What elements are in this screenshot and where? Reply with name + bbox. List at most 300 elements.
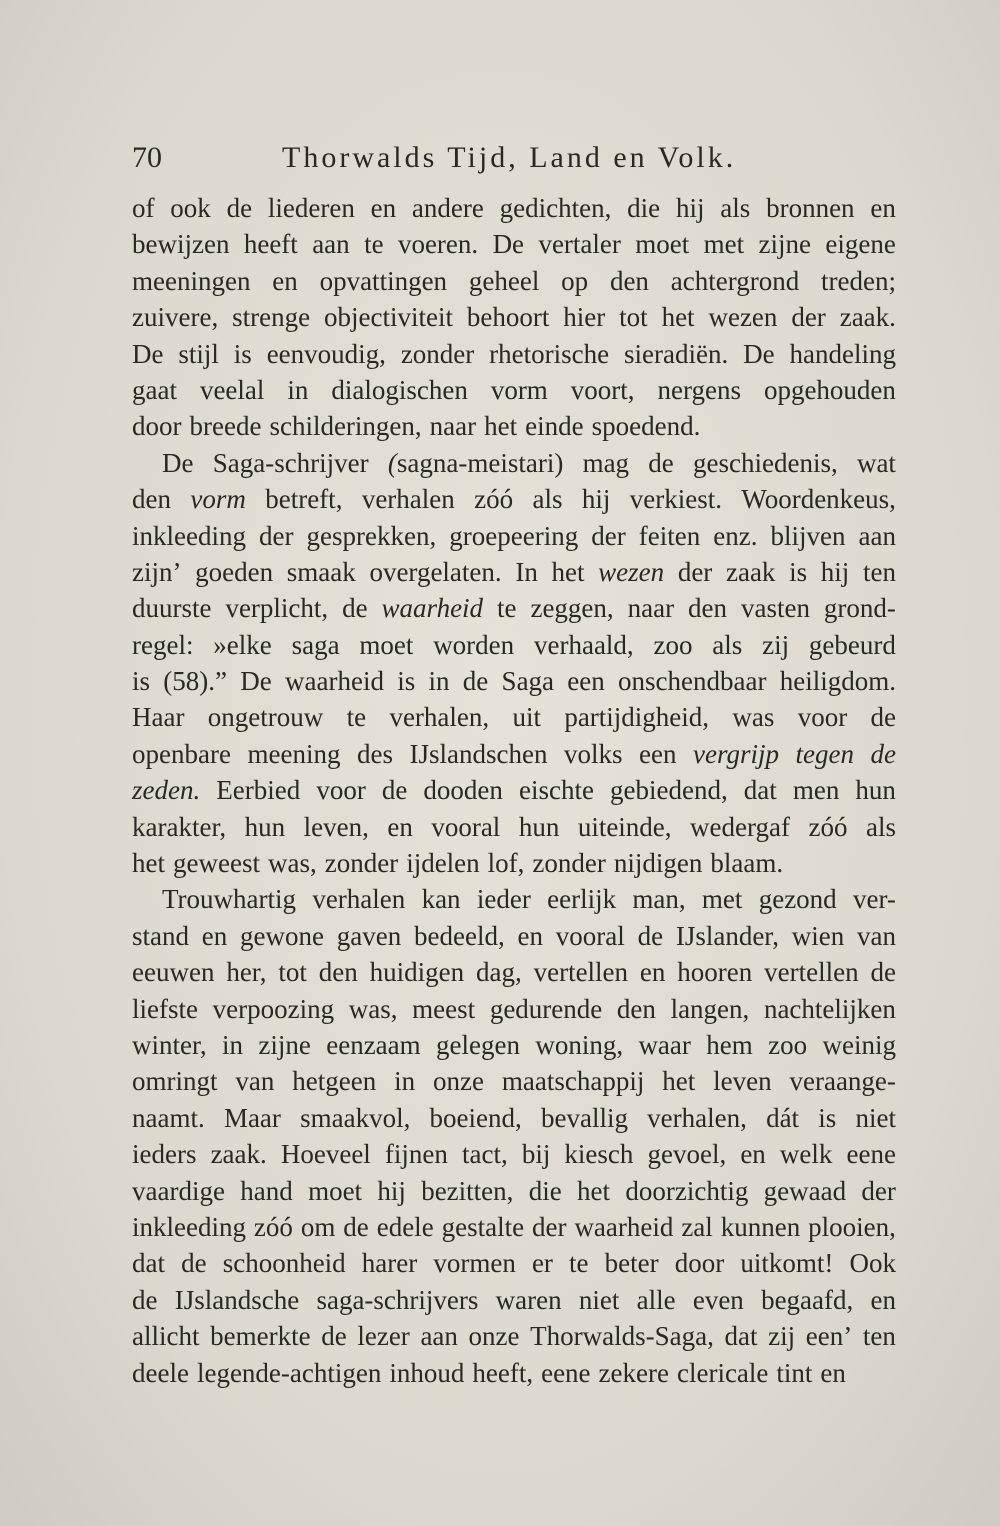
word: verhalen,	[647, 1102, 747, 1133]
word: moet	[359, 629, 414, 660]
word: strenge	[232, 302, 311, 333]
word: partijdigheid,	[564, 702, 710, 733]
word: der	[591, 520, 626, 551]
word: is	[789, 556, 808, 587]
word: en	[517, 920, 544, 951]
word: openbare	[132, 738, 231, 769]
word: smaakvol,	[300, 1102, 411, 1133]
word: deele	[132, 1357, 189, 1388]
word: en	[370, 193, 397, 223]
word: de	[870, 957, 896, 988]
word: eenvoudig,	[266, 338, 386, 369]
word: dooden	[423, 775, 503, 806]
word: bedeeld,	[414, 920, 505, 951]
word: hun	[855, 775, 896, 806]
word: voor	[797, 702, 848, 733]
word: dát	[766, 1102, 800, 1133]
text-line	[132, 299, 896, 335]
text-line	[132, 881, 896, 917]
word: behoort	[466, 302, 550, 333]
word: wezen	[598, 556, 665, 587]
word: duurste	[132, 593, 212, 624]
word: hij	[820, 556, 850, 587]
word: grond-	[823, 593, 896, 624]
word: geheel	[468, 265, 540, 296]
word: De	[240, 666, 272, 697]
word: uiteinde,	[577, 811, 672, 842]
word: ijdelen	[406, 848, 480, 879]
word: heiligdom.	[779, 666, 896, 697]
word: blijven	[770, 520, 846, 551]
word: (58).”	[163, 666, 227, 697]
word: hier	[563, 302, 606, 333]
word: het	[661, 302, 695, 333]
word: maatschappij	[501, 1066, 645, 1097]
word: wedergaf	[690, 811, 790, 842]
word: nijdigen	[613, 848, 703, 879]
running-title: Thorwalds Tijd, Land en Volk.	[282, 141, 737, 174]
word: achtergrond	[670, 265, 800, 296]
word: de	[381, 775, 408, 806]
page-header	[132, 138, 896, 178]
word: vooral	[431, 811, 501, 842]
word: zaak.	[210, 1139, 267, 1170]
word: leven,	[303, 811, 369, 842]
word: inkleeding	[132, 520, 246, 551]
word: gedichten,	[499, 193, 612, 223]
word: der	[532, 1211, 567, 1242]
text-line	[132, 918, 896, 954]
word: te	[569, 1248, 589, 1279]
word: bevallig	[540, 1102, 628, 1133]
word: beter	[604, 1248, 659, 1279]
word: (sagna-meistari)	[387, 447, 564, 478]
text-line	[132, 336, 896, 372]
word: einde	[525, 411, 584, 442]
body-text	[132, 190, 896, 1391]
word: men	[792, 775, 840, 806]
word: is	[397, 666, 416, 697]
word: gedurende	[489, 993, 603, 1024]
word: veraange-	[789, 1066, 896, 1097]
word: van	[235, 1066, 275, 1097]
word: Maar	[223, 1102, 281, 1133]
word: hooren	[677, 957, 753, 988]
text-line	[132, 554, 896, 590]
word: die	[627, 193, 661, 223]
word: betreft,	[265, 484, 343, 515]
word: welk	[779, 1139, 833, 1170]
word: naar	[429, 411, 477, 442]
word: ten	[862, 556, 896, 587]
word: verhalen,	[389, 702, 490, 733]
word: de	[342, 593, 368, 624]
word: sieradiën.	[624, 338, 729, 369]
word: onze	[468, 1321, 520, 1352]
word: meeningen	[132, 265, 251, 296]
word: spoedend.	[591, 411, 701, 442]
word: gewone	[240, 920, 325, 951]
word: dag,	[475, 957, 522, 988]
word: verkiest.	[629, 484, 722, 515]
word: in	[287, 374, 309, 405]
text-line	[132, 408, 896, 444]
text-line	[132, 1209, 896, 1245]
text-line	[132, 627, 896, 663]
text-line	[132, 1063, 896, 1099]
word: bezitten,	[421, 1175, 514, 1206]
word: de	[321, 1321, 347, 1352]
word: verhalen	[361, 484, 455, 515]
word: en	[870, 1284, 896, 1315]
word: voor	[316, 775, 366, 806]
word: kan	[421, 884, 461, 915]
word: zij	[762, 629, 790, 660]
word: handeling	[789, 338, 896, 369]
word: gewaad	[763, 1175, 847, 1206]
word: smaak	[286, 556, 356, 587]
word: zij	[768, 1321, 796, 1352]
word: zekere	[598, 1357, 669, 1388]
text-line	[132, 1282, 896, 1318]
word: opvattingen	[319, 265, 448, 296]
word: Haar	[132, 702, 185, 733]
word: mag	[582, 447, 630, 478]
word: tact,	[461, 1139, 508, 1170]
word: Saga	[501, 666, 555, 697]
word: waarheid	[285, 666, 384, 697]
word: verplicht,	[225, 593, 329, 624]
word: meest	[412, 993, 476, 1024]
word: de	[648, 447, 674, 478]
word: ook	[170, 193, 211, 223]
word: in	[394, 1066, 416, 1097]
word: groepeering	[449, 520, 579, 551]
word: gebeurd	[808, 629, 896, 660]
word: vaardige	[132, 1175, 225, 1206]
word: IJslandsche	[174, 1284, 300, 1315]
word: vooral	[555, 920, 625, 951]
word: en	[870, 193, 896, 223]
word: den	[688, 593, 728, 624]
word: clericale	[676, 1357, 769, 1388]
word: IJslandschen	[409, 738, 548, 769]
word: en	[387, 811, 413, 842]
page-number: 70	[132, 141, 162, 174]
word: allicht	[132, 1321, 200, 1352]
word: vertaler	[538, 229, 621, 260]
word: die	[528, 1175, 562, 1206]
word: dialogischen	[331, 374, 468, 405]
word: vertellen	[764, 957, 859, 988]
word: onze	[433, 1066, 484, 1097]
word: regel:	[132, 629, 194, 660]
text-line	[132, 372, 896, 408]
word: heeft,	[472, 1357, 534, 1388]
word: schilderingen,	[269, 411, 422, 442]
word: in	[428, 666, 450, 697]
word: hun	[244, 811, 286, 842]
word: in	[222, 1029, 244, 1060]
word: zijne	[258, 1029, 311, 1060]
word: een	[639, 738, 677, 769]
word: moet	[308, 1175, 363, 1206]
word: enz.	[713, 520, 758, 551]
word: de	[181, 1248, 207, 1279]
word: was,	[267, 848, 317, 879]
word: IJslander,	[675, 920, 779, 951]
word: vorm	[490, 374, 548, 405]
word: bewijzen	[132, 229, 230, 260]
word: worden	[433, 629, 515, 660]
word: meening	[247, 738, 341, 769]
word: te	[364, 229, 384, 260]
word: als	[720, 193, 751, 223]
word: boeiend,	[429, 1102, 522, 1133]
word: een’	[805, 1321, 853, 1352]
word: onschendbaar	[618, 666, 767, 697]
text-line	[132, 518, 896, 554]
text-line	[132, 991, 896, 1027]
word: zonder	[532, 848, 606, 879]
word: en	[272, 265, 298, 296]
word: eene	[541, 1357, 591, 1388]
word: her,	[226, 957, 267, 988]
word: nergens	[657, 374, 741, 405]
word: kiesch	[564, 1139, 634, 1170]
text-line	[132, 481, 896, 517]
text-line	[132, 1173, 896, 1209]
word: aan	[858, 520, 896, 551]
word: was,	[348, 993, 398, 1024]
text-line	[132, 699, 896, 735]
word: andere	[411, 193, 484, 223]
word: hij	[581, 484, 611, 515]
word: wien	[791, 920, 845, 951]
word: waarheid	[574, 1211, 674, 1242]
word: geschiedenis,	[693, 447, 838, 478]
word: ongetrouw	[207, 702, 324, 733]
word: zal	[681, 1211, 713, 1242]
word: alle	[636, 1284, 676, 1315]
word: gevoel,	[647, 1139, 727, 1170]
word: weinig	[822, 1029, 896, 1060]
word: legende-achtigen	[196, 1357, 382, 1388]
word: edele	[376, 1211, 434, 1242]
word: zóó	[253, 1211, 293, 1242]
word: lezer	[357, 1321, 410, 1352]
text-line	[132, 1245, 896, 1281]
word: verhalen	[312, 884, 406, 915]
word: vormen	[433, 1248, 516, 1279]
word: treden;	[821, 265, 896, 296]
word: moet	[635, 229, 690, 260]
word: als	[865, 811, 896, 842]
word: gaat	[132, 374, 177, 405]
word: was	[732, 702, 775, 733]
word: gebiedend,	[610, 775, 728, 806]
word: leven	[713, 1066, 772, 1097]
word: stand	[132, 920, 189, 951]
text-line	[132, 663, 896, 699]
word: nachtelijken	[763, 993, 896, 1024]
word: en	[201, 920, 228, 951]
word: er	[531, 1248, 553, 1279]
word: bemerkte	[210, 1321, 311, 1352]
word: opgehouden	[763, 374, 896, 405]
word: en	[820, 1357, 846, 1388]
word: zuivere,	[132, 302, 219, 333]
word: harer	[361, 1248, 418, 1279]
word: langen,	[670, 993, 750, 1024]
word: De	[492, 229, 525, 260]
word: vergrijp	[692, 738, 779, 769]
word: Ook	[849, 1248, 896, 1279]
word: zóó	[808, 811, 848, 842]
word: van	[857, 920, 896, 951]
word: dat	[743, 775, 777, 806]
word: inhoud	[389, 1357, 465, 1388]
word: bij	[521, 1139, 551, 1170]
word: zaak.	[839, 302, 896, 333]
word: der	[677, 556, 713, 587]
word: te	[346, 702, 367, 733]
word: dat	[132, 1248, 165, 1279]
word: De	[743, 338, 775, 369]
word: zaak	[725, 556, 776, 587]
word: en	[740, 1139, 766, 1170]
word: karakter,	[132, 811, 227, 842]
text-line	[132, 809, 896, 845]
word: de	[870, 738, 896, 769]
word: eerlijk	[547, 884, 617, 915]
word: voort,	[570, 374, 635, 405]
word: der	[791, 302, 826, 333]
word: is	[132, 666, 151, 697]
word: waar	[638, 1029, 691, 1060]
word: gesprekken,	[306, 520, 437, 551]
word: eene	[846, 1139, 896, 1170]
word: door	[132, 411, 182, 442]
word: zeggen,	[530, 593, 614, 624]
word: zijne	[758, 229, 812, 260]
word: hij	[377, 1175, 406, 1206]
word: den	[609, 265, 649, 296]
word: hun	[518, 811, 560, 842]
word: naamt.	[132, 1102, 205, 1133]
word: den	[318, 957, 358, 988]
word: is	[818, 1102, 837, 1133]
word: gelegen	[436, 1029, 520, 1060]
word: verpoozing	[212, 993, 335, 1024]
word: huidigen	[369, 957, 465, 988]
word: lof,	[487, 848, 525, 879]
word: eenzaam	[326, 1029, 421, 1060]
word: dat	[724, 1321, 758, 1352]
word: door	[674, 1248, 725, 1279]
word: aan	[420, 1321, 458, 1352]
text-line	[132, 1027, 896, 1063]
word: op	[561, 265, 589, 296]
text-line	[132, 1100, 896, 1136]
word: hetgeen	[292, 1066, 377, 1097]
word: eeuwen	[132, 957, 215, 988]
word: zoo	[768, 1029, 808, 1060]
word: overgelaten.	[369, 556, 502, 587]
word: de	[462, 666, 489, 697]
word: de	[343, 1211, 369, 1242]
word: het	[132, 848, 165, 879]
word: Thorwalds-Saga,	[530, 1321, 714, 1352]
word: blaam.	[710, 848, 784, 879]
word: omringt	[132, 1066, 218, 1097]
word: Eerbied	[216, 775, 301, 806]
word: zeden.	[132, 775, 201, 806]
word: tot	[619, 302, 648, 333]
word: als	[712, 629, 743, 660]
word: ten	[862, 1321, 896, 1352]
word: der	[861, 1175, 896, 1206]
word: zonder	[400, 338, 475, 369]
word: gaven	[336, 920, 402, 951]
word: inkleeding	[132, 1211, 246, 1242]
word: wezen	[708, 302, 778, 333]
word: stijl	[178, 338, 219, 369]
word: zonder	[324, 848, 399, 879]
word: man,	[632, 884, 686, 915]
text-line	[132, 226, 896, 262]
text-line	[132, 1355, 896, 1391]
text-line	[132, 445, 896, 481]
word: »elke	[213, 629, 272, 660]
word: met	[701, 884, 743, 915]
word: ieder	[476, 884, 531, 915]
word: hij	[675, 193, 705, 223]
word: fijnen	[384, 1139, 448, 1170]
text-line	[132, 1136, 896, 1172]
word: vorm	[190, 484, 246, 515]
word: niet	[578, 1284, 620, 1315]
word: des	[356, 738, 393, 769]
word: zoo	[653, 629, 693, 660]
word: waren	[495, 1284, 562, 1315]
word: aan	[312, 229, 350, 260]
text-line	[132, 736, 896, 772]
word: en	[639, 957, 666, 988]
text-line	[132, 954, 896, 990]
text-line	[132, 590, 896, 626]
word: vasten	[740, 593, 810, 624]
text-line	[132, 190, 896, 226]
word: breede	[189, 411, 262, 442]
word: hem	[706, 1029, 753, 1060]
word: der	[259, 520, 294, 551]
word: heeft	[243, 229, 298, 260]
word: gezond	[758, 884, 837, 915]
word: waarheid	[381, 593, 484, 624]
word: den	[132, 484, 171, 515]
word: schoonheid	[222, 1248, 346, 1279]
word: De	[132, 338, 164, 369]
word: Hoeveel	[280, 1139, 371, 1170]
word: winter,	[132, 1029, 207, 1060]
word: of	[132, 193, 155, 223]
word: Trouwhartig	[162, 884, 297, 915]
word: om	[300, 1211, 336, 1242]
word: de	[870, 702, 896, 733]
word: de	[226, 193, 253, 223]
word: veelal	[199, 374, 265, 405]
